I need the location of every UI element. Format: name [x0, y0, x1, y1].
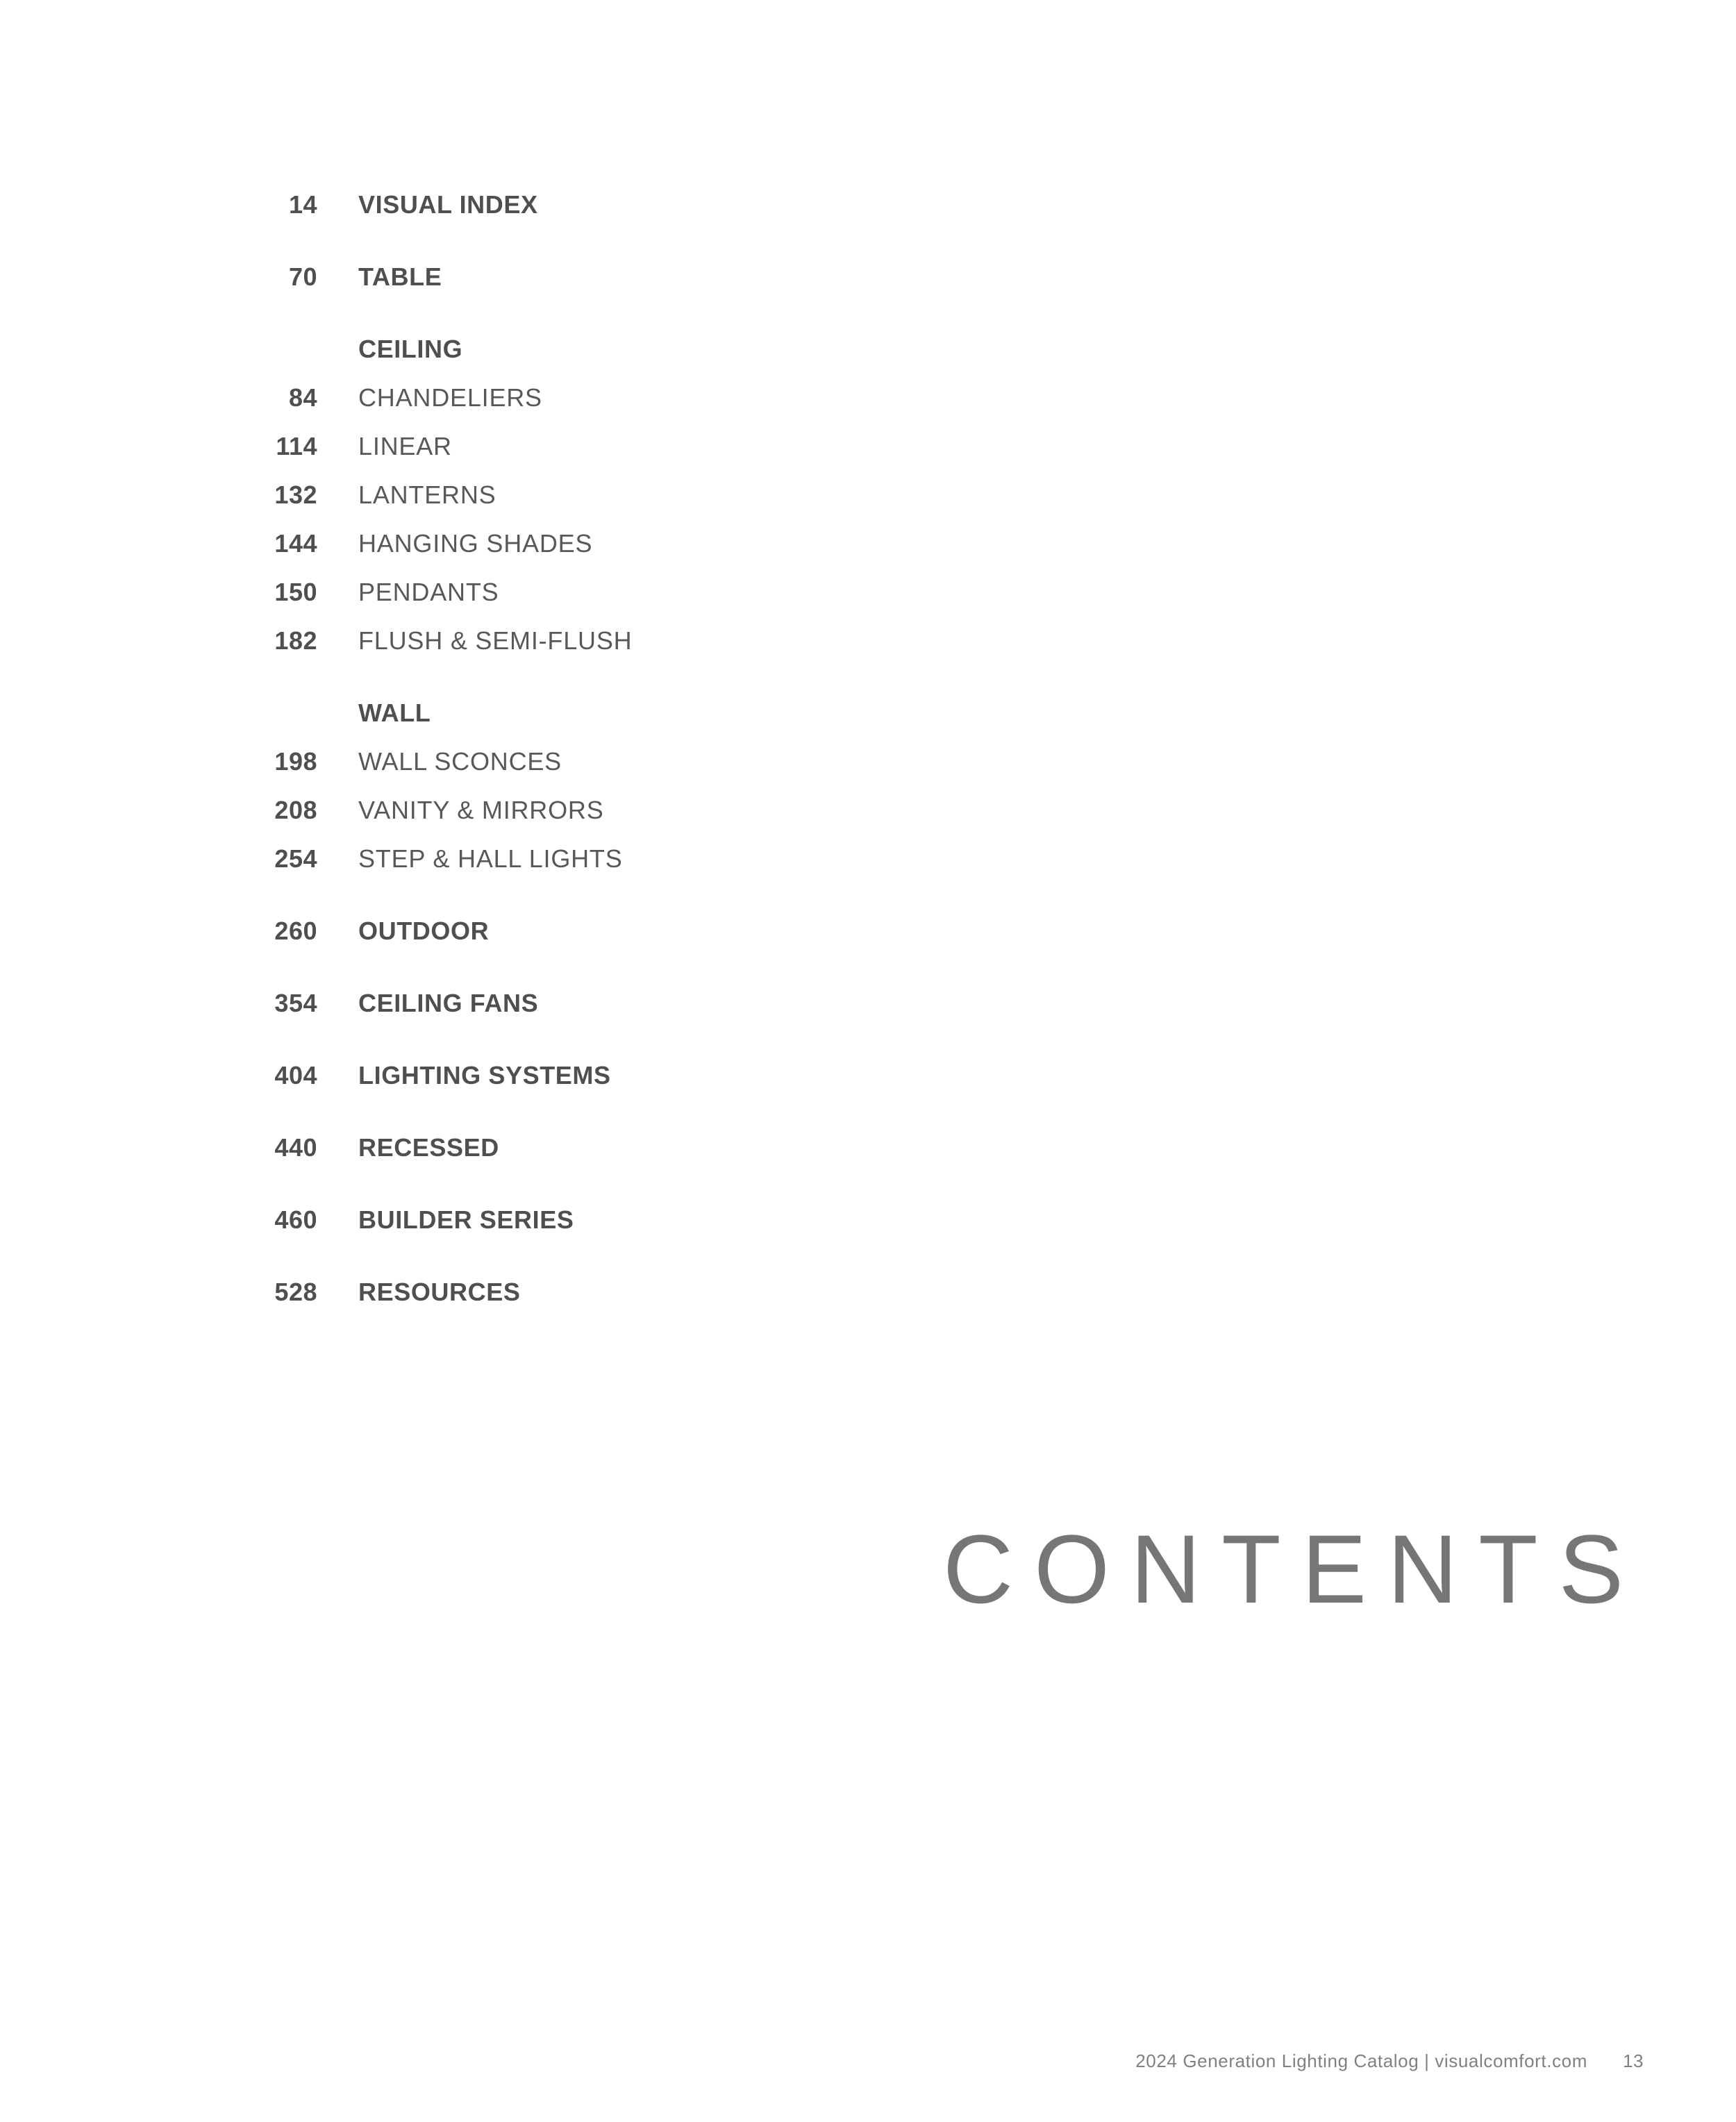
toc-page-number: 260: [274, 917, 317, 945]
toc-section-title: RECESSED: [358, 1133, 499, 1162]
toc-entry-linear[interactable]: [0, 429, 833, 464]
toc-page-number: 208: [274, 796, 317, 824]
toc-entry-vanity-mirrors[interactable]: [0, 793, 833, 828]
toc-entry-ceiling-fans[interactable]: [0, 986, 833, 1021]
toc-page-number: 182: [274, 626, 317, 655]
toc-entry-wall-sconces[interactable]: [0, 744, 833, 779]
toc-page-number: 440: [274, 1133, 317, 1162]
toc-subsection-title: STEP & HALL LIGHTS: [358, 844, 623, 873]
toc-page-number: 354: [274, 989, 317, 1017]
toc-entry-lighting-systems[interactable]: [0, 1058, 833, 1093]
toc-entry-builder-series[interactable]: [0, 1203, 833, 1237]
toc-page-number: 404: [274, 1061, 317, 1089]
toc-subsection-title: LANTERNS: [358, 481, 496, 509]
toc-entry-table[interactable]: [0, 260, 833, 294]
toc-section-title: OUTDOOR: [358, 917, 490, 945]
toc-section-title: RESOURCES: [358, 1278, 521, 1306]
toc-page-number: 198: [274, 747, 317, 776]
toc-page-number: 70: [288, 262, 317, 291]
toc-section-title: TABLE: [358, 262, 442, 291]
toc-entry-visual-index[interactable]: [0, 187, 833, 222]
toc-group-title: WALL: [358, 699, 431, 727]
footer-page-number: 13: [1623, 2050, 1644, 2071]
toc-entry-pendants[interactable]: [0, 575, 833, 610]
toc-page-number: 114: [276, 432, 317, 460]
toc-subsection-title: VANITY & MIRRORS: [358, 796, 604, 824]
toc-subsection-title: WALL SCONCES: [358, 747, 562, 776]
page-footer: [0, 2047, 1736, 2075]
toc-group-title: CEILING: [358, 335, 463, 363]
page-title: CONTENTS: [943, 1514, 1644, 1623]
toc-entry-flush-semi-flush[interactable]: [0, 624, 833, 658]
toc-section-title: VISUAL INDEX: [358, 190, 538, 219]
toc-entry-hanging-shades[interactable]: [0, 526, 833, 561]
toc-page-number: 528: [274, 1278, 317, 1306]
toc-entry-chandeliers[interactable]: [0, 381, 833, 415]
toc-group-ceiling: [0, 332, 833, 367]
toc-page-number: 254: [274, 844, 317, 873]
toc-entry-outdoor[interactable]: [0, 914, 833, 949]
toc-entry-recessed[interactable]: [0, 1130, 833, 1165]
toc-page-number: 144: [274, 529, 317, 558]
toc-subsection-title: CHANDELIERS: [358, 383, 542, 412]
toc-subsection-title: HANGING SHADES: [358, 529, 593, 558]
toc-section-title: CEILING FANS: [358, 989, 539, 1017]
toc-subsection-title: LINEAR: [358, 432, 452, 460]
toc-page-number: 460: [274, 1205, 317, 1234]
toc-entry-resources[interactable]: [0, 1275, 833, 1310]
toc-subsection-title: FLUSH & SEMI-FLUSH: [358, 626, 633, 655]
toc-group-wall: [0, 696, 833, 730]
toc-entry-lanterns[interactable]: [0, 478, 833, 512]
toc-entry-step-hall-lights[interactable]: [0, 842, 833, 876]
toc-page-number: 150: [274, 578, 317, 606]
footer-catalog-text: 2024 Generation Lighting Catalog | visualcomfort.com: [1135, 2050, 1587, 2071]
toc-page-number: 84: [288, 383, 317, 412]
toc-page-number: 132: [274, 481, 317, 509]
toc-page-number: 14: [288, 190, 317, 219]
toc-section-title: LIGHTING SYSTEMS: [358, 1061, 611, 1089]
toc-section-title: BUILDER SERIES: [358, 1205, 574, 1234]
toc-subsection-title: PENDANTS: [358, 578, 499, 606]
